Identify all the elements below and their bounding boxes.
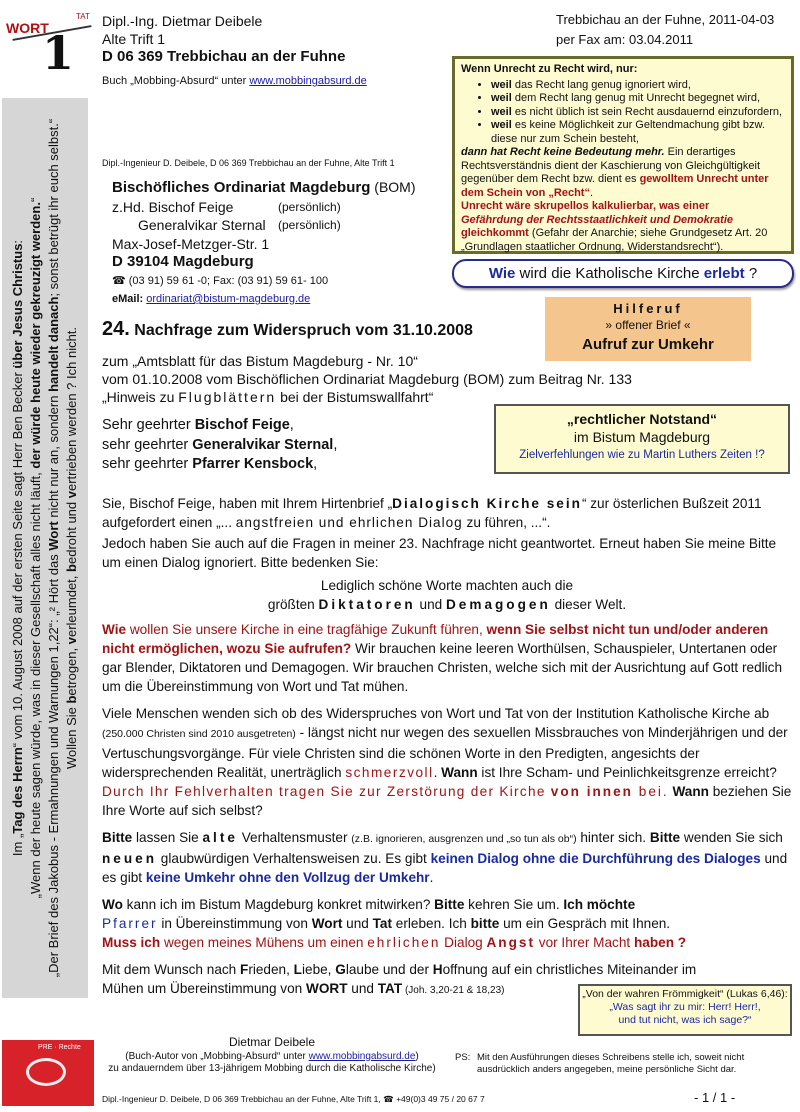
t: edroht und [64,498,79,565]
name: Pfarrer Kensbock [192,456,314,472]
t: bei. [632,784,669,799]
t: Pfarrer [102,916,158,931]
t: vor Ihrer Macht [535,935,634,950]
post: , [313,456,318,472]
t: v [64,637,79,645]
pre: sehr geehrter [102,456,193,472]
ref-l3b: Flugblättern [178,389,277,405]
recipient-line2 [112,216,442,235]
recipient-phone: ☎ (03 91) 59 61 -0; Fax: (03 91) 59 61- 100 [112,274,329,287]
signature-block [102,1036,442,1076]
t: zu führen, ...“. [462,515,551,530]
name: Bischof Feige [194,417,290,433]
t: lassen Sie [132,830,203,845]
wie-box [452,259,794,288]
unrecht-p2 [461,200,785,254]
t: schmerzvoll [345,765,434,780]
t: (250.000 Christen sind 2010 ausgetreten) [102,728,296,740]
sender-book [102,72,367,90]
list-item [491,119,785,133]
item-text: das Recht lang genug ignoriert wird, [511,78,691,91]
p2-red: Unrecht wäre skrupellos kalkulierbar, was einer [461,200,710,212]
sender-street: Alte Trift 1 [102,31,166,47]
t: erleben. Ich [392,916,471,931]
email-label: eMail: [112,293,144,305]
t: über Jesus Christus [10,243,25,369]
ref-l3c: bei der Bistumswallfahrt“ [276,389,434,405]
wie-w4: ? [744,265,758,282]
ref-line1: zum „Amtsblatt für das Bistum Magdeburg - Nr. 10“ [102,353,418,369]
hilferuf-title: Hilferuf [613,301,683,316]
weil: weil [491,105,512,118]
logo-one: 1 [42,26,75,80]
ps-label: PS: [455,1052,471,1063]
t: handelt danach [46,296,61,392]
notstand-sub: im Bistum Magdeburg [573,429,711,445]
footer-image-tag: PRE · Rechte [38,1044,81,1051]
t: b [64,695,79,704]
t: keinen Dialog ohne die Durchführung des Dialoges [430,851,761,866]
unrecht-p1 [461,146,785,200]
paragraph-6 [102,895,792,952]
t: Demagogen [445,597,551,612]
t: Tag des Herrn [10,747,25,834]
t: G [335,962,346,977]
t: um ein Gespräch mit Ihnen. [499,916,671,931]
t: Muss ich [102,935,161,950]
t: haben ? [633,935,687,950]
t: TAT [377,981,403,996]
name: Generalvikar Sternal [192,436,334,453]
subject-line [102,318,473,341]
item-text: es nicht üblich ist sein Recht ausdauernd einzufordern, [511,105,783,118]
t: Bitte [102,830,133,845]
org: Bischöfliches Ordinariat Magdeburg [112,179,371,196]
hilferuf-call: Aufruf zur Umkehr [582,336,714,353]
t: wollen Sie unsere Kirche in eine tragfähige Zukunft führen, [126,622,487,637]
notstand-title: „rechtlicher Notstand“ [566,411,718,427]
t: L [293,962,302,977]
paragraph-5 [102,828,792,887]
t: (z.B. ignorieren, ausgrenzen und „so tun als ob“) [351,833,577,845]
t: dieser Welt. [550,597,627,612]
ps-block [455,1052,744,1076]
logo-word: WORT [6,20,49,36]
paragraph-2: Jedoch haben Sie auch auf die Fragen in meiner 23. Nachfrage nicht geantwortet. Erneut haben Sie meine Bitte um einen Dialog ignoriert. Bitte bedenken Sie: [102,536,777,570]
t: „Der Brief des Jakobus - Ermahnungen und Warnungen 1,22“: „² Hört das [46,550,61,978]
t: Mit dem Wunsch nach [102,962,241,977]
t: rieden, [248,962,294,977]
t: „Wenn der heute sagen würde, was in dieser Gesellschaft alles nicht läuft, [28,468,43,899]
t: - längst nicht nur wegen des sexuellen Missbrauches von Minderjährigen und der Vertuschungsvorgänge. Für viele Christen sind die schönen Worte in den Predigten, angesichts der widersprechenden Realität, unerträglich [102,725,788,780]
pre: Sehr geehrter [102,417,195,433]
page-number: - 1 / 1 - [694,1090,736,1105]
t: . [433,765,442,780]
signature-link[interactable]: www.mobbingabsurd.de [308,1050,416,1062]
t: und [347,981,378,996]
line2-note: (persönlich) [278,218,341,232]
t: kehren Sie um. [464,897,564,912]
t: Wort [46,521,61,551]
letter-body [102,494,792,1000]
t: neuen [102,851,158,866]
list-item [491,79,785,93]
t: iebe, [301,962,336,977]
t: Wir brauchen keine leeren Worthülsen, Schauspieler, Untertanen oder gar Blender, Diktatoren und Demagogen. Wir brauchen Christen, welche sich mit der Ausrichtung auf Gott redlich um die Übereinstimmung von Wort und Tat mühen. [102,641,783,694]
t: größten [267,597,319,612]
recipient-org [112,178,442,198]
froem-l3: und tut nicht, was ich sage?“ [618,1014,752,1026]
sidebar-line2 [27,103,45,993]
t: ; sonst betrügt ihr euch selbst.“ [46,118,61,297]
t: glaubwürdigen Verhaltensweisen zu. Es gibt [157,851,431,866]
quote [102,576,792,614]
date-line: Trebbichau an der Fuhne, 2011-04-03 [556,12,775,27]
t: von innen [550,784,633,799]
item4-cont: diese nur zum Schein besteht, [491,132,639,145]
footer-address: Dipl.-Ingenieur D. Deibele, D 06 369 Trebbichau an der Fuhne, Alte Trift 1, ☎ +49(0)3 49 75 / 20 67 7 [102,1094,485,1104]
p1-red: gewolltem Unrecht unter dem Schein von „Recht“ [461,173,769,199]
froem-l2: „Was sagt ihr zu mir: Herr! Herr!, [609,1001,761,1013]
org-abbr: (BOM) [370,179,416,195]
paragraph-4 [102,704,792,820]
logo [6,6,94,92]
unrecht-box [452,56,794,254]
ref-line2: vom 01.10.2008 vom Bischöflichen Ordinariat Magdeburg (BOM) zum Beitrag Nr. 133 [102,371,632,387]
sidebar-line3 [45,103,63,993]
line1-note: (persönlich) [278,199,341,214]
t: erleumdet, [64,571,79,638]
t: kann ich im Bistum Magdeburg konkret mitwirken? [122,897,435,912]
unrecht-heading: Wenn Unrecht zu Recht wird, nur: [461,63,638,75]
wie-w1: Wie [488,265,516,282]
p1-end: . [589,186,594,199]
recipient-line1 [112,198,442,217]
t: wegen meines Mühens um einen [160,935,368,950]
t: wenn Sie selbst nicht tun und/oder anderen nicht ermöglichen, wozu Sie aufrufen? [102,622,769,656]
p1-bold: dann hat Recht keine Bedeutung mehr. [461,146,665,158]
line2: Generalvikar Sternal [138,217,266,233]
t: v [64,491,79,499]
sidebar [2,98,88,998]
item-text: dem Recht lang genug mit Unrecht begegnet wird, [511,92,761,104]
t: ertrieben werden ? Ich nicht. [64,326,79,491]
signature-l2: (Buch-Autor von „Mobbing-Absurd“ unter www.mobbingabsurd.de) [125,1050,419,1062]
t: Bitte [649,830,681,845]
ref-l3a: „Hinweis zu [102,389,179,405]
recipient-block [112,178,442,309]
weil: weil [491,78,512,91]
t: bitte [470,916,500,931]
salutation-line [102,455,337,475]
t: und es gibt [102,851,788,885]
t: Tat [372,916,393,931]
t: keine Umkehr ohne den Vollzug der Umkehr [145,870,430,885]
t: hinter sich. [576,830,650,845]
t: Wollen Sie [64,703,79,770]
salutation [102,416,337,475]
list-item [491,106,785,120]
book-prefix: Buch „Mobbing-Absurd“ unter [102,75,250,87]
t: Bitte [434,897,465,912]
t: “ [28,197,43,203]
quote-l2 [102,595,792,614]
recipient-street: Max-Josef-Metzger-Str. 1 [112,235,270,252]
list-item [491,92,785,106]
paragraph-1 [102,494,792,532]
notstand-box [494,404,790,474]
t: Durch Ihr Fehlverhalten tragen Sie zur Zerstörung der Kirche [102,784,551,799]
whistle-icon [26,1058,66,1086]
pre: sehr geehrter [102,436,193,453]
item-text: es keine Möglichkeit zur Geltendmachung gibt bzw. [511,119,765,131]
t: (Buch-Autor von „Mobbing-Absurd“ unter [125,1050,309,1062]
paragraph-3 [102,620,792,696]
hilferuf-sub: » offener Brief « [605,318,691,332]
t: und [415,597,446,612]
t: Wann [668,784,709,799]
weil: weil [491,119,512,131]
subject-text: Nachfrage zum Widerspruch vom 31.10.2008 [129,322,473,339]
t: wenden Sie sich [680,830,783,845]
logo-tat: TAT [76,12,90,21]
t: ehrlichen [367,935,441,950]
sidebar-text [9,103,81,993]
t: “ zur österlichen Bußzeit 2011 aufgefordert einen „... [102,496,762,530]
ps-l1: Mit den Ausführungen dieses Schreibens stelle ich, soweit nicht [477,1052,745,1063]
t: . [429,870,434,885]
ps-l2: ausdrücklich anders angegeben, meine persönliche Sicht dar. [477,1064,737,1075]
t: : [10,239,25,244]
t: der würde heute wieder gekreuzigt werden. [28,202,43,469]
signature-name: Dietmar Deibele [228,1035,316,1049]
weil: weil [491,92,512,104]
t: Wort [311,916,343,931]
t: Dialog [440,935,487,950]
p2-red-italic: Gefährdung der Rechtsstaatlichkeit und Demokratie [461,213,734,226]
t: Ich möchte [563,897,636,912]
sidebar-line4 [63,103,81,993]
unrecht-list [461,79,785,133]
book-link[interactable]: www.mobbingabsurd.de [249,75,367,87]
sender-name: Dipl.-Ing. Dietmar Deibele [102,13,263,29]
wie-w2: wird die Katholische Kirche [515,265,704,282]
return-address: Dipl.-Ingenieur D. Deibele, D 06 369 Trebbichau an der Fuhne, Alte Trift 1 [102,158,395,168]
t: Wie [102,622,127,637]
t: Verhaltensmuster [237,830,352,845]
p2-text: (Gefahr der Anarchie; siehe Grundgesetz Art. 20 „Grundlagen staatlicher Ordnung, Widerstandsrecht“). [461,227,768,253]
recipient-city: D 39104 Magdeburg [112,253,254,270]
fax-line: per Fax am: 03.04.2011 [556,32,694,47]
line1: z.Hd. Bischof Feige [112,198,234,215]
t: Diktatoren [318,597,416,612]
t: beziehen Sie Ihre Worte auf sich selbst? [102,784,792,818]
froem-l1: „Von der wahren Frömmigkeit“ (Lukas 6,46): [582,988,788,1000]
wie-w3: erlebt [703,265,745,282]
email-link[interactable]: ordinariat@bistum-magdeburg.de [146,293,311,305]
reference-block [102,352,632,406]
t: Wo [102,897,123,912]
footer-image [2,1040,94,1106]
t: H [432,962,443,977]
t: etrogen, [64,644,79,696]
t: Dialogisch Kirche sein [392,496,582,511]
post: , [289,417,294,433]
t: angstfreien und ehrlichen Dialog [235,515,463,530]
t: und [342,916,373,931]
t: alte [202,830,238,845]
t: Im „ [10,833,25,857]
p1-text: Ein derartiges Rechtsverständnis dient der Kaschierung von Gleichgültigkeit gegenüber dem Recht bzw. dient es [461,146,760,185]
post: , [333,436,338,453]
t: in Übereinstimmung von [157,916,312,931]
t: laube und der [345,962,433,977]
t: nicht nur an, sondern [46,391,61,522]
t: (Joh. 3,20-21 & 18,23) [402,985,505,996]
t: offnung auf ein christliches Miteinander im [442,962,697,977]
t: F [240,962,249,977]
t: Wann [441,765,478,780]
sender-city: D 06 369 Trebbichau an der Fuhne [102,48,346,65]
recipient-email [112,290,442,309]
notstand-note: Zielverfehlungen wie zu Martin Luthers Zeiten !? [519,449,765,461]
t: “ vom 10. August 2008 auf der ersten Seite sagt Herr Ben Becker [10,368,25,748]
t: Mühen um Übereinstimmung von [102,981,306,996]
t: b [64,564,79,572]
p2-red2: gleichkommt [461,227,529,239]
t: WORT [306,981,348,996]
signature-l3: zu andauerndem über 13-jährigem Mobbing durch die Katholische Kirche) [108,1063,436,1074]
quote-l1: Lediglich schöne Worte machten auch die [320,578,574,593]
t: ist Ihre Scham- und Peinlichkeitsgrenze erreicht? [477,765,777,780]
t: Angst [486,935,535,950]
sidebar-line1 [9,103,27,993]
t: Viele Menschen wenden sich ob des Widerspruches von Wort und Tat von der Institution Katholische Kirche ab [102,706,770,721]
froemmigkeit-box [578,984,792,1036]
t: Sie, Bischof Feige, haben mit Ihrem Hirtenbrief „ [102,496,393,511]
sender-block [102,12,367,90]
salutation-line [102,416,337,436]
subject-num: 24. [102,318,130,340]
salutation-line [102,436,337,456]
